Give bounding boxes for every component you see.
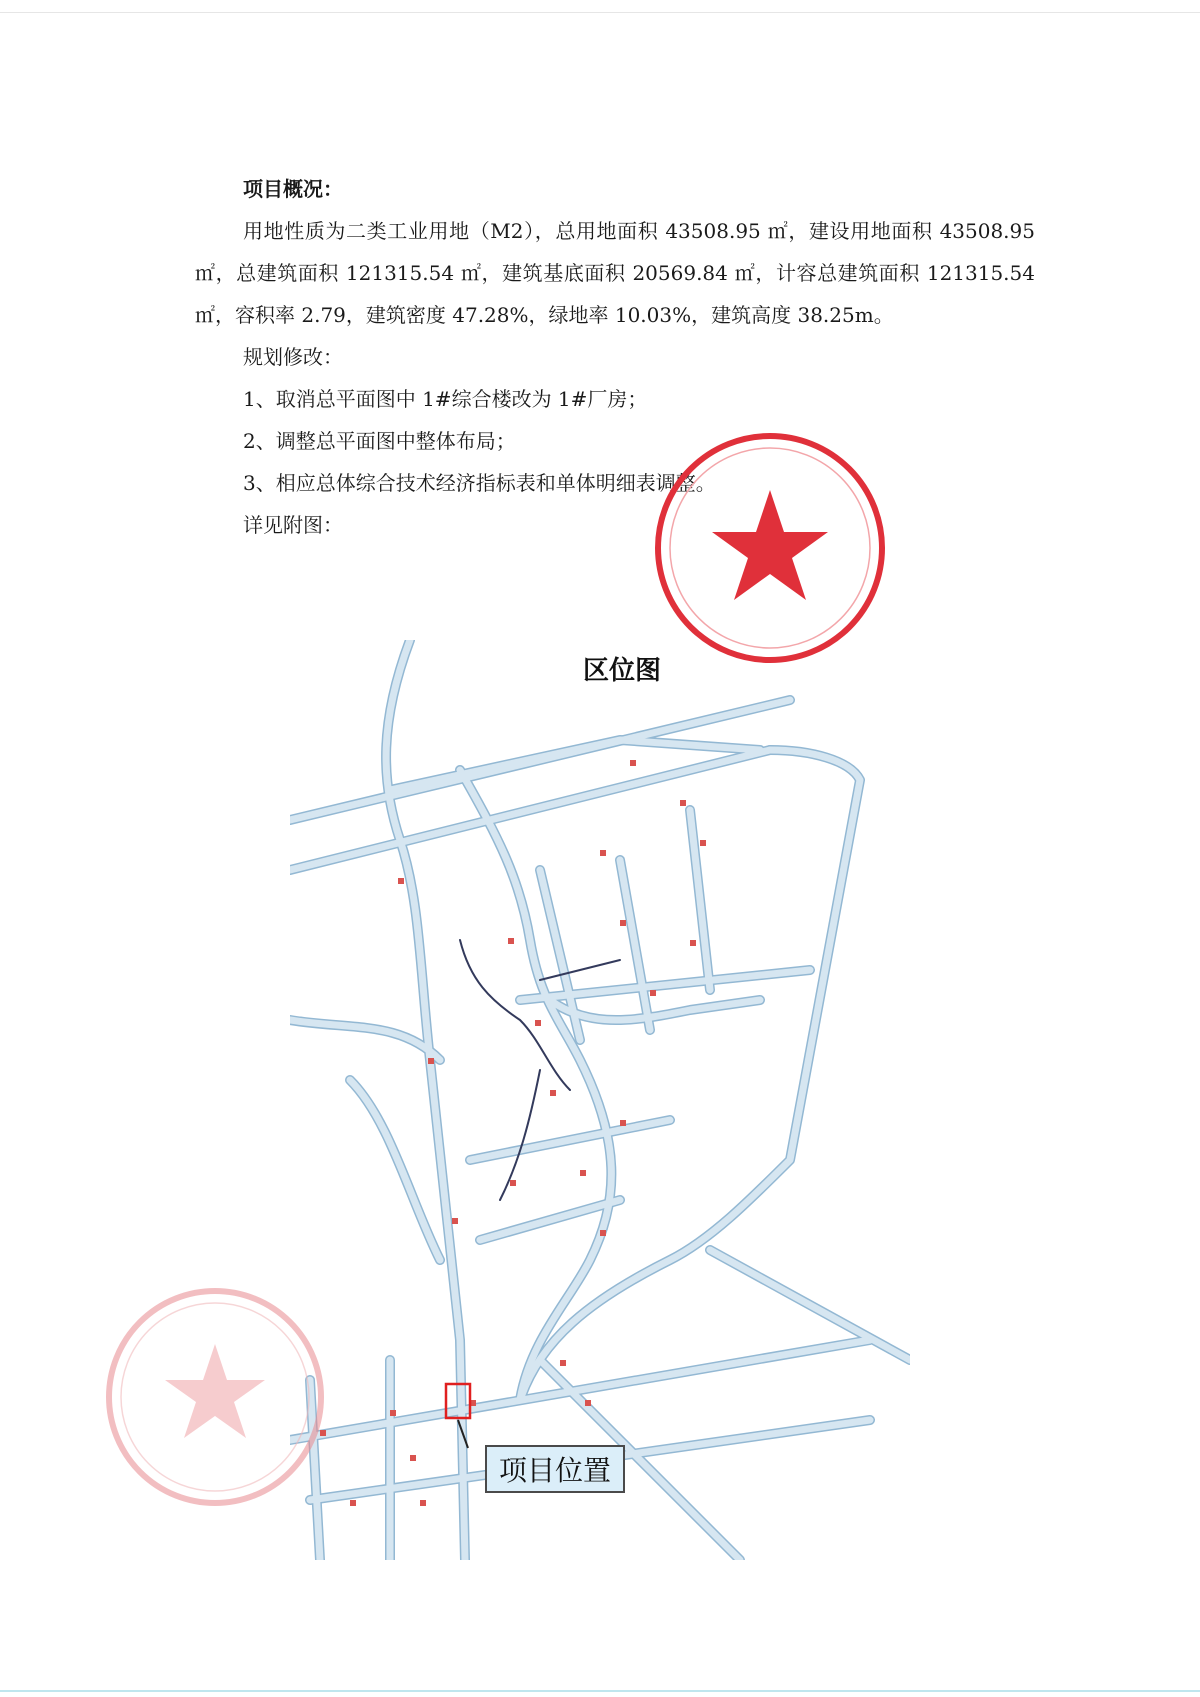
map-title: 区位图: [583, 656, 662, 686]
revision-title: 规划修改：: [243, 345, 343, 369]
revision-item-2: 2、调整总平面图中整体布局；: [243, 429, 516, 453]
page-top-border: [0, 12, 1200, 13]
project-location-label: 项目位置: [485, 1445, 625, 1493]
revision-item-1: 1、取消总平面图中 1#综合楼改为 1#厂房；: [243, 387, 648, 411]
faded-seal-stamp: [100, 1282, 330, 1512]
official-seal-stamp: [650, 428, 890, 668]
document-body: [195, 168, 1035, 546]
overview-paragraph: 用地性质为二类工业用地（M2），总用地面积 43508.95 ㎡，建设用地面积 43508.95 ㎡，总建筑面积 121315.54 ㎡，建筑基底面积 20569.84 ㎡，计容总建筑面积 121315.54 ㎡，容积率 2.79，建筑密度 47.28%，绿地率 10.03%，建筑高度 38.25m。: [195, 219, 1035, 327]
location-map: [290, 640, 910, 1560]
section-title: 项目概况：: [243, 177, 343, 201]
revision-item-3: 3、相应总体综合技术经济指标表和单体明细表调整。: [243, 471, 716, 495]
road-network: [290, 640, 910, 1560]
see-attached: 详见附图：: [243, 513, 343, 537]
page-bottom-border: [0, 1690, 1200, 1692]
